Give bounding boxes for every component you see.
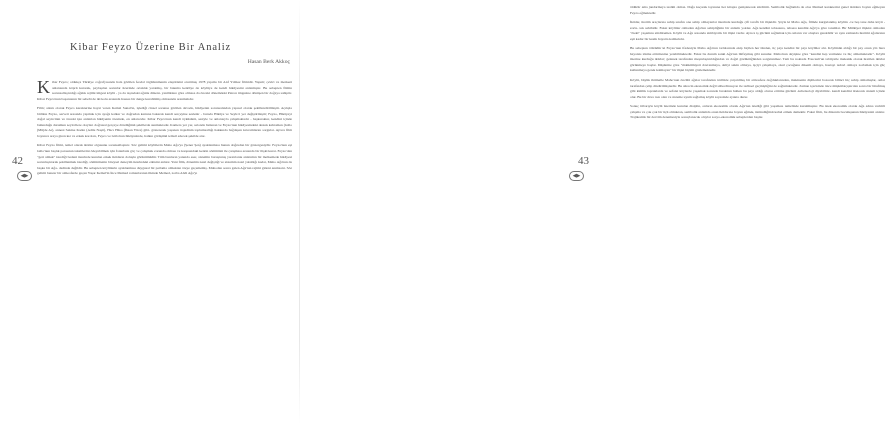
paragraph: Kibar Feyzo; oldukça Türkiye coğrafyasında hala görülen feodal örgütlenmenin eleştirisini oturtmuş 1978 yapımı bir Atıf Yılmaz filmidir. Yapım; çeviri ve merkezi anlatısında köprü kurarak, paylaşılan sorunlar üzerinde ortaklık yaratmış, bir bakıma kentliye de köylüye de kendi hikâyesini anlatmıştır. Bu sebepten filmin sorunsallaştırdığı ağalık rejimi imgesi köylü - ya da taşradaki ağalık düzeni- yeniliklere göre olmasa da önceki dönemdeki Patron imgesine dönüşen bir doğaya sahiptir. Kibar Feyzo'nun başarısının bir sebebi de iki kolu arasında hassas bir denge kurabilmiş olmasında aranmalıdır. <box>37 77 292 101</box>
sound-icon[interactable]: ◀▶ <box>17 171 32 181</box>
page-number-right: 43 <box>578 155 589 167</box>
paragraph: Sonuç itibarıyle köylü üzerinde kurulan disiplin, onların ekonomik olarak Ağa'nın istediği gibi yaşaması temelinde kurulmuştur. Bu istek ekonomik olarak Ağa adına verimli çalışma ve çok çok bir üçü olmaktan, sembolik anlamda onun iktidarına boyun eğmek, üstündüğünü kabul etmek demektir. Fakat film, bu düzenin bozuluşunun hikâyesini anlatır. Trajikomik bir devrim denemesiyle sonuçlanacak olaylar sosyo-ekonomik sebeplerden başlar. <box>630 104 885 120</box>
sound-icon[interactable]: ◀▶ <box>569 171 584 181</box>
paragraph: öldürür ama jandarmaya teslim olmaz. Dağa kaçarak isyanına her kitapta genişletecek sürdürür. Sembolik bağlamda da olsa Memed karakterini genel iktidara boyun eğmeyen Feyzo eğmektedir. <box>630 5 885 15</box>
left-column <box>37 77 292 181</box>
right-page <box>300 0 885 425</box>
paragraph: Köylü, büyük ihtimalle Maho'nun öncülü ağalar tarafından tıtrilikle çarpıtılmış bir atmosfere doğduklarından, makinenin dişlilerini bozacak bilinci hiç sahip olmamışlar, onlar tarafından çelip dindirilmişlerdir. Bu sürecin ekonomik değil sübordinasyon ile tarihsel geçmişliğini de sağlamaktadır. Zaman içerisinde önce müşkülatçıştırılan sonra bir lütufmuş gibi kimlik topraklarda ve sefalet köylerde yaşamak zorunda bırakılan halkın bu payı aldığı olursa ettirme gücünü -kriteleoloji diyebiliriz- kendi kendini üretecek sistem içinde olur. Bu bir dava razı olan ve sisteme uyum sağlamış köylü sayesinde ayakta durur. <box>630 78 885 99</box>
article-author: Hasan Berk Akkoç <box>247 59 290 65</box>
paragraph: Film; anlatı olarak Feyzo karakterine hayat veren Kemal Sunal'ın, işlediği cinsel sorunsa görülen davada, hikâyenin sorunsalından yapısal olarak şekillendirilmiştir. Açılışla birlikte Feyzo, serveti arasında yapmak için ayağa kalkar ve doğrudan karnına bakarak kendi serçeyine seslenir - burada Hikâye ve Seyirci yer değiştirmiştir; Feyzo, Hikâyeyi doğal seyircinin ve önceki işte anlatılan hikâyenin ötesinde, en anlatıcıdır. Kibar Feyzo'nun kendi öyküsünü, sesiyle ve anlatısıyla çalışmaktadır - başkarakter, kendini içinde bulunduğu durumun seyircilere olayları doğrusal gerçeye döndüğünü şekillerde sunmaktadır. Kamera yer yer, salonda bulunan ve Feyzo'nun hikâyesindeki destek kahraman (Gülo (Müjde Ar), annesi Sakine Kadın (Adile Naşit), Hacı Hüso (İhsan Yüce) gibi- göstererek yaşanan trajedinin toplumsallığı hakkında bağdaşan kavramlarını sorgular. Ayrıca film boyunca araya giren kız ve erkek koroları, Feyzo ve Gülo'nun hikâyesinde, halkın görüşünü temsil edecek şekilde atar. <box>37 106 292 138</box>
left-page <box>0 0 300 425</box>
paragraph: Bu sebepten ötürüdür ki Feyzo'nun ifadesiyle Maho Ağa'nın tarlalarında ekip biçilen her tünden, üç payı kendisi bir payı köylüler alır. Köylünün aldığı bir pay onun yılı bura hayatını idame ettirmesine yetebilmektedir. Fakat bu durum sanki Ağa'nın lütfuymuş gibi sunulur. Maho'nun deyişine göre "kendisi hep vermekte ve hiç almamaktadır". Köylü üzerine kurduğu iktidar; gelenek tarafından meşrulaştırıldığından ve doğal gözüktüğünden sorgulanmaz. Tam bu noktada Foucault'un tabiiyetle mekanik olarak üretilen iktidar görünmeye başlar. Düşünüre göre "mahkûmiyeti davranmaya, deliyi sakin olmaya, işçiyi çalışmaya, okul çocuğunu dikenli olmaya, hastayı tedavi olmaya zorlamak için güç kullanmaya gerek kalmayan" bir ilişki biçimi gözlemektedir. <box>630 46 885 73</box>
page-number-left: 42 <box>12 155 23 167</box>
paragraph: İktidar, üretim araçlarına sahip sınıfın ona sahip olmayanlar üzerinde kurduğu çift taraflı bir ilişkidir. Şöyle ki Maho Ağa, filmde kurgulanmış köylün -ve beş tane daha köyü -zorla- tek sahibidir. Fakat köylüler olmadan Ağa'nın sahipliğinin bir anlamı yoktur. Ağa kendini tebaasına, tebaası kendini Ağa'ya göre tanımlar. Bir Mülkiyet ilişkisi olmadan "öteki" yaşamını sürdüremez. Köylü ve Ağa arasında simbiyotik bir ilişki vardır. Ayrıca iş gücünü sağlamak için onların var oluşları gereklidir ve aynı zamanda üretimi ağalarının eşit kadar bir kısmı hayatta kalmalıdır. <box>630 20 885 41</box>
right-column <box>630 5 885 125</box>
paragraph: Kibar Feyzo filmi, temel olarak iktidar olgusunu sorunsallaştırır. Söz gelimi köylülerin Maho Ağa'ya (Şener Şen) ayaklanması bunun doğrudan bir göstergesiydir. Feyzo'nun eşi Gülo'nun başlık parasının taksitlerini ödeyebilmek için İstanbula göç ve çalışmak zorunda olması ve karşısındaki kentin sömürüsü ile çatışması arasında bir ilişki kurar. Feyzo'dan "geri almak" istediği bedeni üzerinde kurulan erkek iktidarın doluşlu görünümüdür. Tüm bunların yanında eser, sistemin buruşturuş yaratılarak anlatımın bir melkemede hikâyesi sorunlaştırarak şekillenmek istediği, sömürmenin bireysel deneyim üzerindeki etkisini anlatır. Yani film, dönemin nasıl değiştiği ve sistemin nasıl yıkıldığı kadar, Maho Ağa'nın da başka bir Ağa- dedinde değildir. Bu sebepten köylülerin ayaklanması duygusal bir patlama olmaktan öteye geçememiş. Mahodan sonra gelen Ağa'nın rejimi gideni anımsatır. Söz gelimi benzer bir atmosferde geçen Yaşar Kemal'in İnce Memed romanlarının ilkinde Memed, zorba Abdi Ağa'yı <box>37 143 292 176</box>
article-title: Kibar Feyzo Üzerine Bir Analiz <box>70 42 232 53</box>
